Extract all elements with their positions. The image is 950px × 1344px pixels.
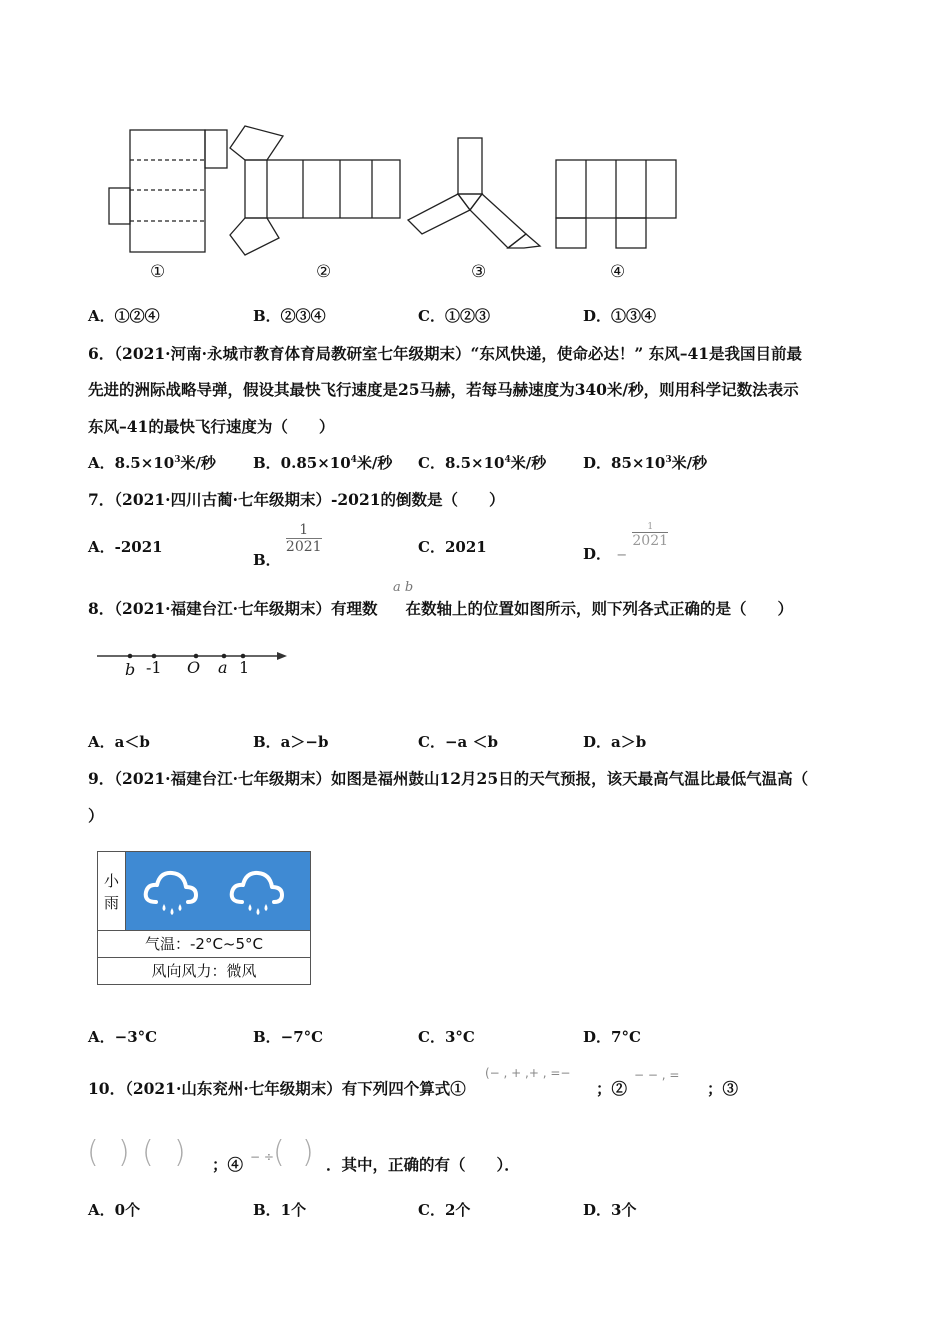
q7-option-a[interactable]: A．-2021 (88, 538, 163, 556)
q6-option-b[interactable]: B．$0.85\times 10^4$米/秒 (253, 454, 393, 472)
q10-stem-line-2: ．其中，正确的有（ ）． (326, 1155, 520, 1174)
q8-variables: a b (393, 580, 414, 595)
q10-formula-3-paren-1: ( (87, 1135, 99, 1170)
q10-formula-3-paren-3: ( (142, 1135, 154, 1170)
q10-option-c[interactable]: C．2个 (418, 1201, 471, 1219)
q10-formula-2: − − , = (634, 1068, 680, 1082)
q6-option-a[interactable]: A．$8.5\times 10^3$米/秒 (88, 454, 216, 472)
q5-option-c[interactable]: C．①②③ (418, 307, 490, 325)
axis-label-1: 1 (239, 658, 250, 677)
q10-separator-3: ；③ (707, 1079, 739, 1098)
q5-option-d[interactable]: D．①③④ (583, 307, 657, 325)
weather-icon-panel (126, 852, 310, 930)
rain-cloud-icon (146, 873, 282, 902)
q10-formula-4-paren-2: ) (302, 1135, 314, 1170)
q10-stem-line-1: 10．（2021·山东兖州·七年级期末）有下列四个算式① (88, 1079, 466, 1098)
q7-option-c[interactable]: C．2021 (418, 538, 487, 556)
q5-option-b[interactable]: B．②③④ (253, 307, 326, 325)
q7-stem: 7．（2021·四川古蔺·七年级期末）-2021的倒数是（ ） (88, 490, 505, 509)
axis-label-b: b (125, 660, 136, 679)
weather-temperature: 气温：-2°C~5°C (98, 930, 310, 959)
q10-option-a[interactable]: A．0个 (88, 1201, 141, 1219)
q9-option-a[interactable]: A．−3°C (88, 1028, 158, 1046)
q6-option-c[interactable]: C．$8.5\times 10^4$米/秒 (418, 454, 547, 472)
q7-option-d[interactable]: D． − $\frac{1}{2021}$ (583, 522, 669, 563)
net-label-4: ④ (610, 262, 626, 282)
q6-stem-line-1: 6．（2021·河南·永城市教育体育局教研室七年级期末）“东风快递，使命必达！” 东风–41是我国目前最 (88, 344, 803, 363)
net-1 (109, 130, 227, 252)
q9-option-c[interactable]: C．3°C (418, 1028, 475, 1046)
q8-stem: 8．（2021·福建台江·七年级期末）有理数 在数轴上的位置如图所示，则下列各式正确的是（ ） (88, 599, 793, 618)
weather-wind: 风向风力：微风 (98, 957, 310, 986)
q10-formula-4-paren-1: ( (273, 1135, 285, 1170)
q8-option-b[interactable]: B．a＞−b (253, 733, 329, 751)
weather-condition: 小 雨 (98, 852, 126, 930)
q10-option-d[interactable]: D．3个 (583, 1201, 637, 1219)
net-2 (230, 126, 400, 255)
q7-option-b[interactable]: B． $\frac{1}{2021}$ (253, 522, 322, 569)
net-3 (408, 138, 540, 248)
net-label-1: ① (150, 262, 166, 282)
q9-option-d[interactable]: D．7°C (583, 1028, 641, 1046)
q7-option-d-fraction: $\frac{1}{2021}$ (632, 522, 669, 549)
q5-option-a[interactable]: A．①②④ (88, 307, 160, 325)
q10-formula-3-paren-4: ) (174, 1135, 186, 1170)
q8-option-c[interactable]: C．−a ＜b (418, 733, 498, 751)
net-label-2: ② (316, 262, 332, 282)
q10-separator-2: ；② (596, 1079, 628, 1098)
weather-forecast-card (97, 851, 311, 985)
q6-stem-line-3: 东风–41的最快飞行速度为（ ） (88, 417, 335, 436)
rain-drops-icon (163, 904, 268, 915)
q6-option-d[interactable]: D．$85\times 10^3$米/秒 (583, 454, 708, 472)
q8-option-a[interactable]: A．a＜b (88, 733, 150, 751)
q9-stem-line-1: 9．（2021·福建台江·七年级期末）如图是福州鼓山12月25日的天气预报，该天最高气温比最低气温高（ (88, 769, 809, 788)
q10-option-b[interactable]: B．1个 (253, 1201, 307, 1219)
net-label-3: ③ (471, 262, 487, 282)
q10-formula-4: − ÷ (250, 1150, 274, 1164)
q10-separator-4: ；④ (212, 1155, 244, 1174)
q10-formula-1: (− , + ,+ , =− (485, 1066, 571, 1080)
q8-option-d[interactable]: D．a＞b (583, 733, 647, 751)
axis-label-origin: O (187, 658, 201, 677)
q9-stem-line-2: ） (88, 806, 104, 825)
q9-option-b[interactable]: B．−7°C (253, 1028, 324, 1046)
axis-label-neg1: -1 (146, 658, 162, 677)
q6-stem-line-2: 先进的洲际战略导弹，假设其最快飞行速度是25马赫，若每马赫速度为340米/秒，则用科学记数法表示 (88, 380, 799, 399)
axis-label-a: a (218, 658, 228, 677)
q7-option-b-fraction: $\frac{1}{2021}$ (285, 522, 322, 555)
cube-nets-figure (100, 120, 700, 260)
q10-formula-3-paren-2: ) (118, 1135, 130, 1170)
net-4 (556, 160, 676, 248)
